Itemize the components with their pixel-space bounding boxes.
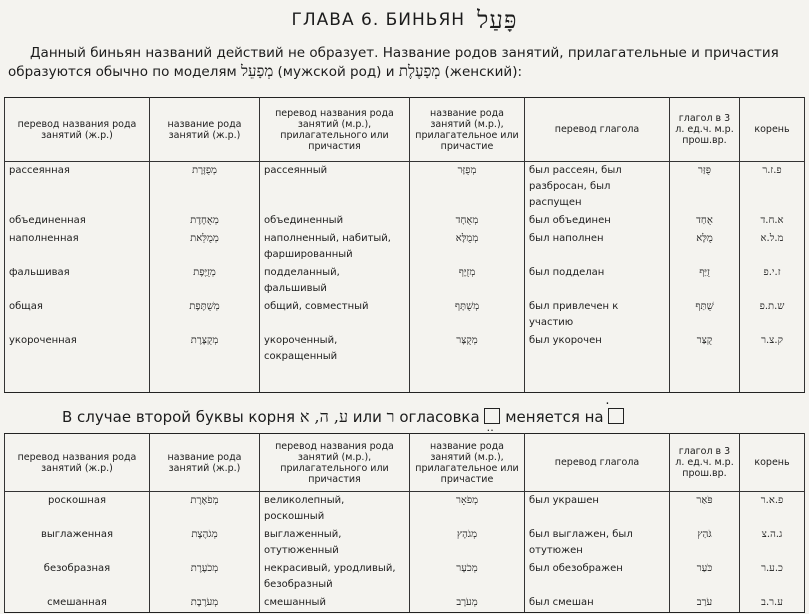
verb-translation: был смешан xyxy=(525,594,670,613)
root: מ.ל.א xyxy=(740,230,805,264)
col-header: перевод названия рода занятий (ж.р.) xyxy=(5,98,150,162)
masc-hebrew: מְפֻזָּר xyxy=(410,162,525,213)
col-header: название рода занятий (м.р.), прилагательное или причастие xyxy=(410,98,525,162)
table-header-row xyxy=(5,434,805,492)
model-masculine: מְפָעֵל xyxy=(240,62,274,80)
verb-translation: был выглажен, был отутюжен xyxy=(525,526,670,560)
col-header: глагол в 3 л. ед.ч. м.р. прош.вр. xyxy=(670,434,740,492)
col-header: перевод названия рода занятий (м.р.), прилагательного или причастия xyxy=(260,98,410,162)
verb-hebrew: זֻיַּף xyxy=(670,264,740,298)
masc-translation: объединенный xyxy=(260,212,410,230)
verb-translation: был подделан xyxy=(525,264,670,298)
verb-translation: был украшен xyxy=(525,492,670,527)
masc-hebrew: מְכֹעָר xyxy=(410,560,525,594)
vowel-change-note: В случае второй буквы корня ע, ה, א или ר огласовка ‥ меняется на · xyxy=(62,407,802,427)
verb-translation: был привлечен к участию xyxy=(525,298,670,332)
fem-hebrew: מְשֻׁתֶּפֶת xyxy=(150,298,260,332)
fem-translation: рассеянная xyxy=(5,162,150,213)
verb-hebrew: פֻּזַּר xyxy=(670,162,740,213)
fem-hebrew: מְכֹעֶרֶת xyxy=(150,560,260,594)
col-header: перевод глагола xyxy=(525,98,670,162)
intro-line-2: образуются обычно по моделям מְפָעֵל (мужской род) и מְפָעֶלֶת (женский): xyxy=(8,62,523,80)
binyan-name: פָּעַל xyxy=(477,6,518,34)
kubuts-vowel-box-icon xyxy=(484,408,500,424)
table-main xyxy=(4,97,805,393)
fem-hebrew: מְעֹרֶבֶת xyxy=(150,594,260,613)
fem-hebrew: מְזֻיֶּפֶת xyxy=(150,264,260,298)
masc-translation: наполненный, набитый, фаршированный xyxy=(260,230,410,264)
verb-translation: был укорочен xyxy=(525,332,670,392)
table-guttural xyxy=(4,433,805,613)
fem-translation: общая xyxy=(5,298,150,332)
verb-hebrew: אֻחַד xyxy=(670,212,740,230)
table-row xyxy=(5,332,805,392)
verb-hebrew: גֹּהַץ xyxy=(670,526,740,560)
intro-text xyxy=(8,44,798,81)
intro-line-1: Данный биньян названий действий не образует. Название родов занятий, прилагательные и причастия xyxy=(30,45,779,61)
table-row xyxy=(5,212,805,230)
fem-hebrew: מְפֻזֶּרֶת xyxy=(150,162,260,213)
masc-hebrew: מְפֹאָר xyxy=(410,492,525,527)
masc-translation: подделанный, фальшивый xyxy=(260,264,410,298)
verb-translation: был наполнен xyxy=(525,230,670,264)
guttural-letters: ע, ה, א xyxy=(299,407,349,426)
fem-hebrew: מְקֻצֶּרֶת xyxy=(150,332,260,392)
table-row xyxy=(5,492,805,527)
verb-hebrew: עֹרַב xyxy=(670,594,740,613)
root: כ.ע.ר xyxy=(740,560,805,594)
resh-letter: ר xyxy=(386,407,395,426)
col-header: корень xyxy=(740,98,805,162)
root: ק.צ.ר xyxy=(740,332,805,392)
masc-translation: выглаженный, отутюженный xyxy=(260,526,410,560)
table-row xyxy=(5,526,805,560)
holam-vowel-box-icon xyxy=(608,408,624,424)
masc-hebrew: מְשֻׁתָּף xyxy=(410,298,525,332)
masc-translation: великолепный, роскошный xyxy=(260,492,410,527)
col-header: перевод названия рода занятий (ж.р.) xyxy=(5,434,150,492)
masc-translation: смешанный xyxy=(260,594,410,613)
verb-hebrew: מֻלָּא xyxy=(670,230,740,264)
model-feminine: מְפָעֶלֶת xyxy=(398,62,441,80)
verb-hebrew: קֻצַּר xyxy=(670,332,740,392)
root: ע.ר.ב xyxy=(740,594,805,613)
root: ג.ה.צ xyxy=(740,526,805,560)
masc-hebrew: מְעֹרָב xyxy=(410,594,525,613)
col-header: перевод глагола xyxy=(525,434,670,492)
root: ש.ת.פ xyxy=(740,298,805,332)
fem-hebrew: מְאֻחֶדֶת xyxy=(150,212,260,230)
col-header: название рода занятий (ж.р.) xyxy=(150,98,260,162)
chapter-label: ГЛАВА 6. БИНЬЯН xyxy=(291,10,466,30)
verb-hebrew: פֹּאַר xyxy=(670,492,740,527)
fem-translation: смешанная xyxy=(5,594,150,613)
root: ז.י.פ xyxy=(740,264,805,298)
chapter-title xyxy=(0,6,809,35)
masc-translation: некрасивый, уродливый, безобразный xyxy=(260,560,410,594)
table-row xyxy=(5,298,805,332)
col-header: корень xyxy=(740,434,805,492)
verb-translation: был объединен xyxy=(525,212,670,230)
fem-translation: безобразная xyxy=(5,560,150,594)
table-row xyxy=(5,594,805,613)
masc-translation: общий, совместный xyxy=(260,298,410,332)
masc-hebrew: מְזֻיָּף xyxy=(410,264,525,298)
col-header: глагол в 3 л. ед.ч. м.р. прош.вр. xyxy=(670,98,740,162)
fem-translation: фальшивая xyxy=(5,264,150,298)
fem-translation: объединенная xyxy=(5,212,150,230)
col-header: перевод названия рода занятий (м.р.), прилагательного или причастия xyxy=(260,434,410,492)
masc-translation: рассеянный xyxy=(260,162,410,213)
masc-hebrew: מְקֻצָּר xyxy=(410,332,525,392)
verb-hebrew: כֹּעַר xyxy=(670,560,740,594)
fem-hebrew: מְגֹהֶצֶת xyxy=(150,526,260,560)
fem-hebrew: מְפֹאֶרֶת xyxy=(150,492,260,527)
verb-translation: был обезображен xyxy=(525,560,670,594)
table-row xyxy=(5,560,805,594)
masc-hebrew: מְאֻחָד xyxy=(410,212,525,230)
table-header-row xyxy=(5,98,805,162)
table-row xyxy=(5,162,805,213)
fem-hebrew: מְמֻלֵּאת xyxy=(150,230,260,264)
fem-translation: наполненная xyxy=(5,230,150,264)
root: א.ח.ד xyxy=(740,212,805,230)
table-row xyxy=(5,264,805,298)
col-header: название рода занятий (ж.р.) xyxy=(150,434,260,492)
masc-hebrew: מְמֻלָּא xyxy=(410,230,525,264)
verb-translation: был рассеян, был разбросан, был распущен xyxy=(525,162,670,213)
root: פ.א.ר xyxy=(740,492,805,527)
masc-hebrew: מְגֹהָץ xyxy=(410,526,525,560)
root: פ.ז.ר xyxy=(740,162,805,213)
fem-translation: роскошная xyxy=(5,492,150,527)
verb-hebrew: שֻׁתַּף xyxy=(670,298,740,332)
fem-translation: выглаженная xyxy=(5,526,150,560)
fem-translation: укороченная xyxy=(5,332,150,392)
table-row xyxy=(5,230,805,264)
masc-translation: укороченный, сокращенный xyxy=(260,332,410,392)
col-header: название рода занятий (м.р.), прилагательное или причастие xyxy=(410,434,525,492)
